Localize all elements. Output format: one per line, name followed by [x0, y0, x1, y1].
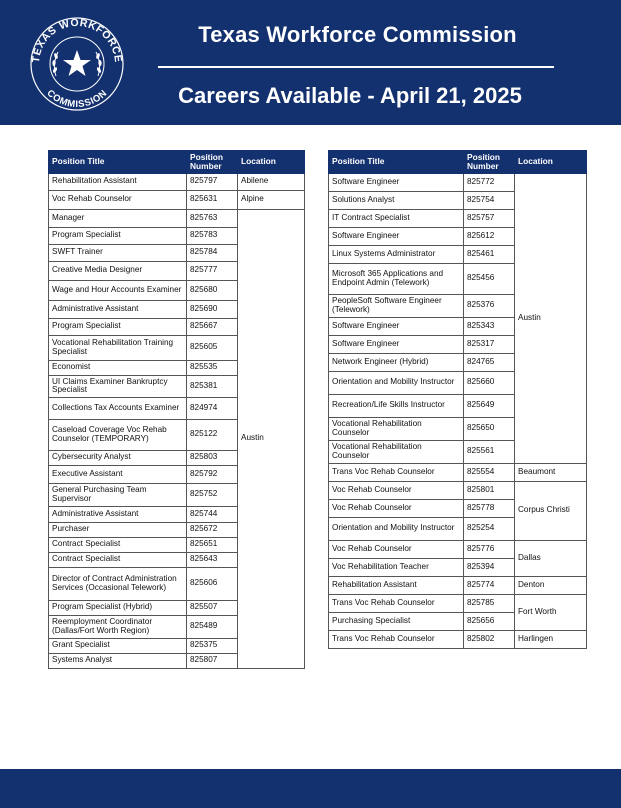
- position-title-cell: Voc Rehab Counselor: [49, 190, 187, 209]
- table-header-row: [329, 151, 587, 174]
- position-number-cell: 825394: [464, 558, 515, 576]
- position-title-cell: Trans Voc Rehab Counselor: [329, 463, 464, 481]
- position-number-cell: 825757: [464, 209, 515, 227]
- location-cell: Abilene: [238, 173, 305, 190]
- position-number-cell: 825489: [187, 615, 238, 638]
- position-number-cell: 825317: [464, 335, 515, 353]
- svg-text:TEXAS WORKFORCE: TEXAS WORKFORCE: [29, 16, 125, 64]
- position-title-cell: Program Specialist: [49, 227, 187, 244]
- position-number-cell: 825656: [464, 612, 515, 630]
- position-title-cell: Reemployment Coordinator (Dallas/Fort Worth Region): [49, 615, 187, 638]
- position-number-cell: 825651: [187, 537, 238, 552]
- position-title-cell: Trans Voc Rehab Counselor: [329, 630, 464, 648]
- position-title-cell: Vocational Rehabilitation Counselor: [329, 417, 464, 440]
- position-title-cell: Cybersecurity Analyst: [49, 450, 187, 465]
- position-number-cell: 825752: [187, 483, 238, 506]
- position-title-cell: Manager: [49, 209, 187, 227]
- table-row: [329, 630, 587, 648]
- position-number-cell: 825343: [464, 317, 515, 335]
- position-number-cell: 825803: [187, 450, 238, 465]
- table-row: [329, 576, 587, 594]
- position-number-cell: 825783: [187, 227, 238, 244]
- position-number-cell: 825381: [187, 375, 238, 397]
- position-title-cell: Orientation and Mobility Instructor: [329, 517, 464, 540]
- table-row: [49, 209, 305, 227]
- position-number-cell: 825649: [464, 394, 515, 417]
- position-title-cell: Microsoft 365 Applications and Endpoint Admin (Telework): [329, 263, 464, 294]
- position-title-cell: Recreation/Life Skills Instructor: [329, 394, 464, 417]
- position-number-cell: 825778: [464, 499, 515, 517]
- position-title-cell: Software Engineer: [329, 317, 464, 335]
- position-title-cell: SWFT Trainer: [49, 244, 187, 261]
- left-table-body: [49, 173, 305, 668]
- position-title-cell: Contract Specialist: [49, 537, 187, 552]
- position-number-cell: 825797: [187, 173, 238, 190]
- position-title-cell: Director of Contract Administration Services (Occasional Telework): [49, 567, 187, 600]
- position-number-cell: 825122: [187, 419, 238, 450]
- position-title-cell: Network Engineer (Hybrid): [329, 353, 464, 371]
- position-number-cell: 825801: [464, 481, 515, 499]
- location-cell: Austin: [238, 209, 305, 668]
- position-title-cell: Purchaser: [49, 522, 187, 537]
- position-title-cell: Wage and Hour Accounts Examiner: [49, 280, 187, 300]
- page-title: Texas Workforce Commission: [198, 22, 517, 47]
- position-title-cell: Software Engineer: [329, 227, 464, 245]
- position-number-cell: 825680: [187, 280, 238, 300]
- location-cell: Harlingen: [515, 630, 587, 648]
- position-title-cell: Executive Assistant: [49, 465, 187, 483]
- position-number-cell: 825763: [187, 209, 238, 227]
- position-number-header: Position Number: [464, 151, 515, 174]
- right-jobs-table: [328, 150, 587, 649]
- title-divider: [158, 66, 554, 68]
- position-number-cell: 825776: [464, 540, 515, 558]
- position-number-cell: 825650: [464, 417, 515, 440]
- position-number-cell: 825785: [464, 594, 515, 612]
- location-cell: Austin: [515, 173, 587, 463]
- location-cell: Denton: [515, 576, 587, 594]
- position-number-cell: 825535: [187, 360, 238, 375]
- position-title-cell: Collections Tax Accounts Examiner: [49, 397, 187, 419]
- position-number-cell: 825807: [187, 653, 238, 668]
- position-number-cell: 825772: [464, 173, 515, 191]
- position-title-cell: Rehabilitation Assistant: [329, 576, 464, 594]
- position-title-cell: Voc Rehab Counselor: [329, 540, 464, 558]
- position-title-cell: Grant Specialist: [49, 638, 187, 653]
- position-title-cell: Administrative Assistant: [49, 300, 187, 318]
- position-title-cell: Voc Rehab Counselor: [329, 499, 464, 517]
- position-title-cell: Creative Media Designer: [49, 261, 187, 280]
- position-title-cell: Voc Rehabilitation Teacher: [329, 558, 464, 576]
- left-jobs-table: [48, 150, 305, 669]
- position-number-cell: 825792: [187, 465, 238, 483]
- table-row: [329, 173, 587, 191]
- position-number-cell: 825605: [187, 335, 238, 360]
- position-number-cell: 825777: [187, 261, 238, 280]
- table-row: [49, 173, 305, 190]
- position-number-cell: 825376: [464, 294, 515, 317]
- location-cell: Corpus Christi: [515, 481, 587, 540]
- position-title-cell: Rehabilitation Assistant: [49, 173, 187, 190]
- page-header: [0, 0, 621, 125]
- position-number-cell: 825643: [187, 552, 238, 567]
- position-number-cell: 825507: [187, 600, 238, 615]
- table-row: [329, 540, 587, 558]
- position-number-cell: 825672: [187, 522, 238, 537]
- svg-text:COMMISSION: COMMISSION: [44, 87, 110, 111]
- position-title-header: Position Title: [49, 151, 187, 174]
- position-number-cell: 824974: [187, 397, 238, 419]
- position-title-cell: Program Specialist (Hybrid): [49, 600, 187, 615]
- position-number-cell: 825667: [187, 318, 238, 335]
- position-title-cell: Caseload Coverage Voc Rehab Counselor (TEMPORARY): [49, 419, 187, 450]
- position-title-cell: Software Engineer: [329, 335, 464, 353]
- position-title-cell: Systems Analyst: [49, 653, 187, 668]
- position-number-cell: 825802: [464, 630, 515, 648]
- position-number-cell: 825254: [464, 517, 515, 540]
- table-row: [329, 463, 587, 481]
- location-cell: Beaumont: [515, 463, 587, 481]
- table-header-row: [49, 151, 305, 174]
- position-title-cell: Orientation and Mobility Instructor: [329, 371, 464, 394]
- position-number-cell: 824765: [464, 353, 515, 371]
- location-cell: Dallas: [515, 540, 587, 576]
- position-title-cell: Solutions Analyst: [329, 191, 464, 209]
- position-title-cell: Contract Specialist: [49, 552, 187, 567]
- position-number-cell: 825744: [187, 506, 238, 522]
- position-title-cell: Economist: [49, 360, 187, 375]
- position-number-cell: 825612: [464, 227, 515, 245]
- position-number-cell: 825774: [464, 576, 515, 594]
- position-title-cell: Program Specialist: [49, 318, 187, 335]
- position-number-cell: 825456: [464, 263, 515, 294]
- position-number-cell: 825754: [464, 191, 515, 209]
- position-number-cell: 825606: [187, 567, 238, 600]
- twc-seal-icon: [22, 14, 132, 114]
- position-title-cell: Vocational Rehabilitation Training Specialist: [49, 335, 187, 360]
- position-number-header: Position Number: [187, 151, 238, 174]
- position-title-cell: Linux Systems Administrator: [329, 245, 464, 263]
- table-row: [49, 190, 305, 209]
- position-title-cell: Trans Voc Rehab Counselor: [329, 594, 464, 612]
- location-header: Location: [238, 151, 305, 174]
- position-title-cell: General Purchasing Team Supervisor: [49, 483, 187, 506]
- page-footer: [0, 769, 621, 808]
- location-cell: Alpine: [238, 190, 305, 209]
- right-table-body: [329, 173, 587, 648]
- position-number-cell: 825554: [464, 463, 515, 481]
- position-title-cell: Vocational Rehabilitation Counselor: [329, 440, 464, 463]
- position-number-cell: 825690: [187, 300, 238, 318]
- position-number-cell: 825631: [187, 190, 238, 209]
- table-row: [329, 481, 587, 499]
- position-title-cell: Voc Rehab Counselor: [329, 481, 464, 499]
- location-header: Location: [515, 151, 587, 174]
- position-title-cell: Administrative Assistant: [49, 506, 187, 522]
- position-number-cell: 825461: [464, 245, 515, 263]
- position-number-cell: 825375: [187, 638, 238, 653]
- page-subtitle: Careers Available - April 21, 2025: [178, 83, 522, 108]
- position-number-cell: 825561: [464, 440, 515, 463]
- position-title-cell: Purchasing Specialist: [329, 612, 464, 630]
- position-title-cell: PeopleSoft Software Engineer (Telework): [329, 294, 464, 317]
- position-title-cell: IT Contract Specialist: [329, 209, 464, 227]
- position-number-cell: 825660: [464, 371, 515, 394]
- table-row: [329, 594, 587, 612]
- position-number-cell: 825784: [187, 244, 238, 261]
- position-title-header: Position Title: [329, 151, 464, 174]
- location-cell: Fort Worth: [515, 594, 587, 630]
- position-title-cell: Software Engineer: [329, 173, 464, 191]
- position-title-cell: UI Claims Examiner Bankruptcy Specialist: [49, 375, 187, 397]
